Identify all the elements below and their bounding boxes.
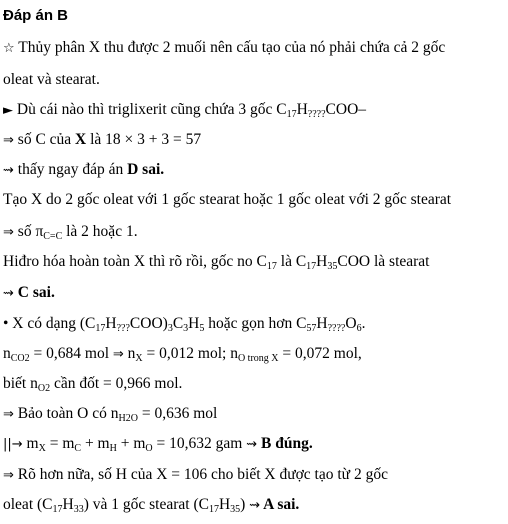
line-16: oleat $(C_{17}H_{33})$ và 1 gốc stearat $(C_{17}H_{35})$ ⇝ A sai. <box>3 496 300 515</box>
squiggle-arrow-icon: ⇝ <box>3 286 14 301</box>
line-13: ⇒ Bảo toàn O có $n_{H2O} = 0,636$ mol <box>3 405 218 424</box>
line-5: ⇝ thấy ngay đáp án D sai. <box>3 161 165 178</box>
line-12: biết $n_{O2}$ cần đốt = 0,966 mol. <box>3 375 183 394</box>
squiggle-arrow-icon: ⇝ <box>249 498 261 513</box>
implies-arrow-icon: ⇒ <box>3 407 14 422</box>
line-9: ⇝ C sai. <box>3 284 55 301</box>
line-3: ► Dù cái nào thì triglixerit cũng chứa 3 gốc $C_{17}H_{????}COO-$ <box>3 101 367 120</box>
line-2: oleat và stearat. <box>3 71 100 88</box>
answer-title: Đáp án B <box>3 7 69 24</box>
line-10: • X có dạng $(C_{17}H_{???}COO)_3C_3H_5$ hoặc gọn hơn $C_{57}H_{????}O_6$. <box>3 315 366 334</box>
line-6: Tạo X do 2 gốc oleat với 1 gốc stearat hoặc 1 gốc oleat với 2 gốc stearat <box>3 191 452 208</box>
line-11: $n_{CO2} = 0,684$ mol ⇒ $n_X = 0,012$ mol; $n_{O trong X} = 0,072$ mol, <box>3 345 362 364</box>
line-15: ⇒ Rõ hơn nữa, số H của X = 106 cho biết X được tạo từ 2 gốc <box>3 466 388 483</box>
implies-arrow-icon: ⇒ <box>112 347 124 362</box>
line-14: ||→ $m_X = m_C + m_H + m_O = 10,632$ gam ⇝ B đúng. <box>3 435 313 454</box>
implies-arrow-icon: ⇒ <box>3 468 14 483</box>
triangle-pointer-icon: ► <box>3 103 13 118</box>
line-8: Hiđro hóa hoàn toàn X thì rõ rồi, gốc no $C_{17}$ là $C_{17}H_{35}COO$ là stearat <box>3 253 430 272</box>
implies-arrow-icon: ⇒ <box>3 133 14 148</box>
squiggle-arrow-icon: ⇝ <box>3 163 14 178</box>
double-bar-arrow-icon: ||→ <box>3 437 23 452</box>
implies-arrow-icon: ⇒ <box>3 225 14 240</box>
line-7: ⇒ số $\pi_{C=C}$ là 2 hoặc 1. <box>3 223 138 242</box>
line-1: ☆ Thủy phân X thu được 2 muối nên cấu tạo của nó phải chứa cả 2 gốc <box>3 39 446 56</box>
squiggle-arrow-icon: ⇝ <box>246 437 258 452</box>
line-4: ⇒ số C của X là 18 × 3 + 3 = 57 <box>3 131 202 148</box>
star-icon: ☆ <box>3 41 15 56</box>
